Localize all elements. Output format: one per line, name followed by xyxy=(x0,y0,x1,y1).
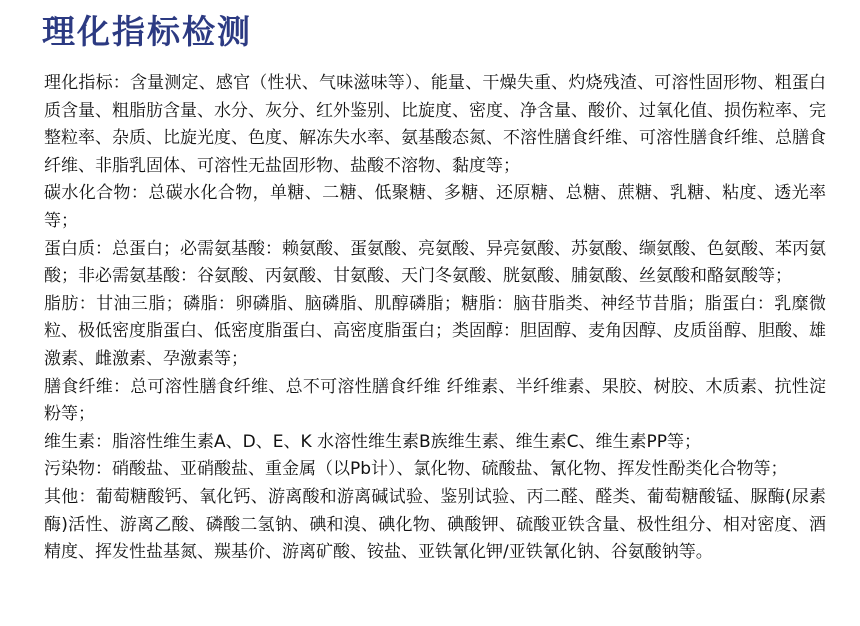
paragraph-dietary-fiber: 膳食纤维：总可溶性膳食纤维、总不可溶性膳食纤维 纤维素、半纤维素、果胶、树胶、木质素、抗性淀粉等； xyxy=(44,376,826,425)
paragraph-vitamins: 维生素：脂溶性维生素A、D、E、K 水溶性维生素B族维生素、维生素C、维生素PP等； xyxy=(44,431,702,452)
paragraph-carbohydrates: 碳水化合物：总碳水化合物，单糖、二糖、低聚糖、多糖、还原糖、总糖、蔗糖、乳糖、粘度、透光率等； xyxy=(44,183,826,231)
paragraph-contaminants: 污染物：硝酸盐、亚硝酸盐、重金属（以Pb计）、氯化物、硫酸盐、氰化物、挥发性酚类化合物等； xyxy=(44,459,788,480)
page-title: 理化指标检测 xyxy=(42,12,252,51)
paragraph-protein: 蛋白质：总蛋白；必需氨基酸：赖氨酸、蛋氨酸、亮氨酸、异亮氨酸、苏氨酸、缬氨酸、色氨酸、苯丙氨酸；非必需氨基酸：谷氨酸、丙氨酸、甘氨酸、天门冬氨酸、胱氨酸、脯氨酸、丝氨酸和酪氨酸等； xyxy=(44,238,826,287)
indicator-list xyxy=(44,70,826,567)
paragraph-others: 其他：葡萄糖酸钙、氧化钙、游离酸和游离碱试验、鉴别试验、丙二醛、醛类、葡萄糖酸锰、脲酶(尿素酶)活性、游离乙酸、磷酸二氢钠、碘和溴、碘化物、碘酸钾、硫酸亚铁含量、极性组分、相对密度、酒精度、挥发性盐基氮、羰基价、游离矿酸、铵盐、亚铁氰化钾/亚铁氰化钠、谷氨酸钠等。 xyxy=(44,486,826,563)
paragraph-fat: 脂肪：甘油三脂；磷脂：卵磷脂、脑磷脂、肌醇磷脂；糖脂：脑苷脂类、神经节昔脂；脂蛋白：乳糜微粒、极低密度脂蛋白、低密度脂蛋白、高密度脂蛋白；类固醇：胆固醇、麦角因醇、皮质甾醇、胆酸、雄激素、雌激素、孕激素等； xyxy=(44,293,826,369)
paragraph-physicochemical: 理化指标：含量测定、感官（性状、气味滋味等）、能量、干燥失重、灼烧残渣、可溶性固形物、粗蛋白质含量、粗脂肪含量、水分、灰分、红外鉴别、比旋度、密度、净含量、酸价、过氧化值、损伤粒率、完整粒率、杂质、比旋光度、色度、解冻失水率、氨基酸态氮、不溶性膳食纤维、可溶性膳食纤维、总膳食纤维、非脂乳固体、可溶性无盐固形物、盐酸不溶物、黏度等； xyxy=(44,73,826,176)
